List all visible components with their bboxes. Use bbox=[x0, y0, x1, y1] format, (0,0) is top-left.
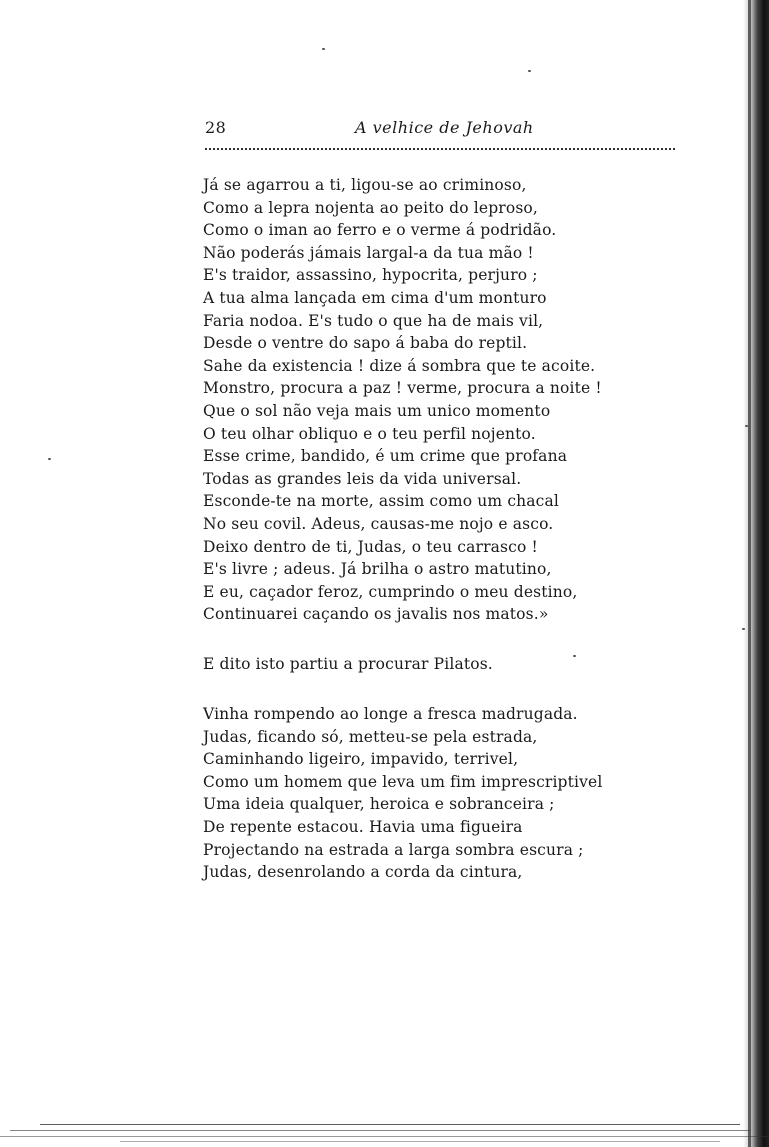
verse-line: E eu, caçador feroz, cumprindo o meu destino, bbox=[203, 582, 578, 601]
header-dotted-rule bbox=[205, 148, 675, 150]
verse-line: E dito isto partiu a procurar Pilatos. bbox=[203, 655, 493, 673]
verse-line: Faria nodoa. E's tudo o que ha de mais vil, bbox=[203, 311, 544, 330]
verse-line: E's traidor, assassino, hypocrita, perjuro ; bbox=[203, 266, 538, 285]
verse-line: A tua alma lançada em cima d'um monturo bbox=[203, 288, 547, 307]
verse-line: Esse crime, bandido, é um crime que profana bbox=[203, 447, 568, 466]
verse-line: E's livre ; adeus. Já brilha o astro matutino, bbox=[203, 560, 552, 579]
stanza-three bbox=[203, 703, 602, 884]
scan-line bbox=[120, 1141, 720, 1142]
verse-line: Que o sol não veja mais um unico momento bbox=[203, 401, 551, 420]
scanned-spine-edge bbox=[743, 0, 769, 1147]
verse-line: Continuarei caçando os javalis nos matos.» bbox=[203, 605, 549, 624]
verse-line: No seu covil. Adeus, causas-me nojo e asco. bbox=[203, 514, 554, 533]
ink-speck bbox=[745, 425, 748, 427]
verse-line: Projectando na estrada a larga sombra escura ; bbox=[203, 840, 584, 859]
verse-line: Já se agarrou a ti, ligou-se ao criminoso, bbox=[203, 176, 527, 194]
stanza-two bbox=[203, 653, 493, 676]
verse-line: Caminhando ligeiro, impavido, terrivel, bbox=[203, 750, 519, 769]
page-number: 28 bbox=[205, 118, 227, 137]
ink-speck bbox=[528, 70, 531, 72]
verse-line: Não poderás jámais largal-a da tua mão ! bbox=[203, 243, 534, 262]
verse-line: Como o iman ao ferro e o verme á podridão. bbox=[203, 221, 557, 240]
scan-line bbox=[40, 1124, 740, 1125]
verse-line: Deixo dentro de ti, Judas, o teu carrasco ! bbox=[203, 537, 538, 556]
ink-speck bbox=[742, 628, 745, 630]
spine-shadow-line bbox=[748, 0, 751, 1147]
page-header bbox=[205, 118, 675, 148]
scan-line bbox=[10, 1130, 750, 1131]
scan-line bbox=[0, 1136, 769, 1137]
ink-speck bbox=[573, 655, 576, 657]
verse-line: Sahe da existencia ! dize á sombra que te acoite. bbox=[203, 356, 596, 375]
verse-line: Judas, desenrolando a corda da cintura, bbox=[203, 863, 523, 882]
verse-line: Como um homem que leva um fim imprescriptivel bbox=[203, 772, 603, 791]
verse-line: O teu olhar obliquo e o teu perfil nojento. bbox=[203, 424, 536, 443]
verse-line: Monstro, procura a paz ! verme, procura a noite ! bbox=[203, 379, 602, 398]
ink-speck bbox=[48, 458, 51, 460]
verse-line: Uma ideia qualquer, heroica e sobranceira ; bbox=[203, 795, 555, 814]
verse-line: Esconde-te na morte, assim como um chacal bbox=[203, 492, 560, 511]
running-title: A velhice de Jehovah bbox=[355, 118, 534, 137]
ink-speck bbox=[322, 48, 325, 50]
scan-edge-lines bbox=[0, 1118, 769, 1147]
verse-line: Judas, ficando só, metteu-se pela estrada, bbox=[203, 727, 538, 746]
verse-line: De repente estacou. Havia uma figueira bbox=[203, 817, 523, 836]
stanza-one bbox=[203, 174, 602, 626]
verse-line: Vinha rompendo ao longe a fresca madrugada. bbox=[203, 705, 578, 723]
verse-line: Desde o ventre do sapo á baba do reptil. bbox=[203, 334, 528, 353]
verse-line: Como a lepra nojenta ao peito do leproso, bbox=[203, 198, 538, 217]
verse-line: Todas as grandes leis da vida universal. bbox=[203, 469, 522, 488]
